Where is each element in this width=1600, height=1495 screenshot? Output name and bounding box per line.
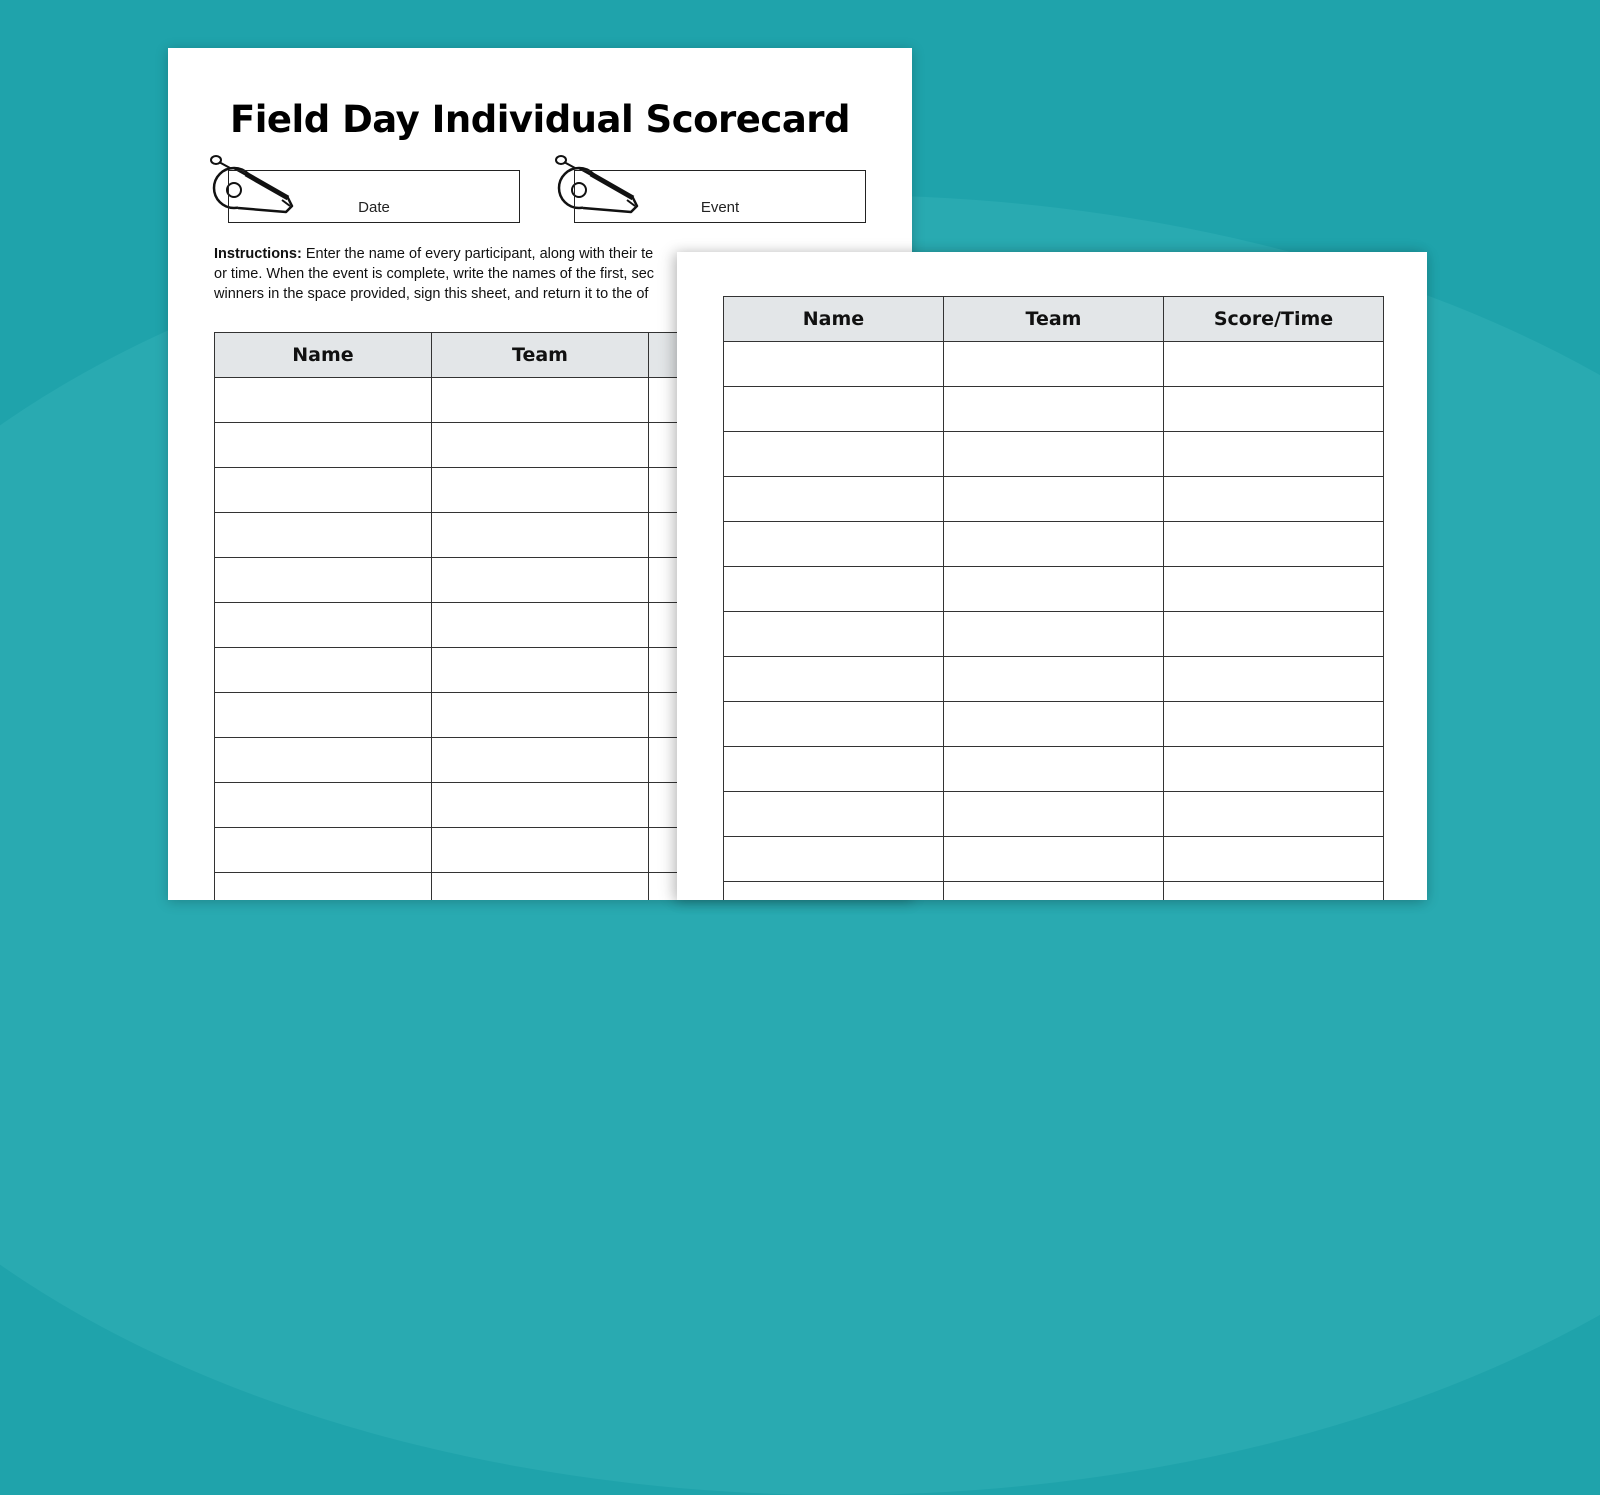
blank-entry-cell[interactable] (724, 387, 944, 432)
blank-entry-cell[interactable] (215, 513, 432, 558)
table-row (724, 522, 1384, 567)
blank-entry-cell[interactable] (724, 657, 944, 702)
blank-entry-cell[interactable] (944, 342, 1164, 387)
table-row (724, 702, 1384, 747)
front-table-body (724, 342, 1384, 901)
table-row (724, 342, 1384, 387)
table-row (724, 657, 1384, 702)
blank-entry-cell[interactable] (215, 693, 432, 738)
blank-entry-cell[interactable] (944, 657, 1164, 702)
blank-entry-cell[interactable] (724, 432, 944, 477)
column-header-name: Name (724, 297, 944, 342)
blank-entry-cell[interactable] (1164, 477, 1384, 522)
blank-entry-cell[interactable] (215, 423, 432, 468)
blank-entry-cell[interactable] (215, 648, 432, 693)
blank-entry-cell[interactable] (432, 378, 649, 423)
table-row (724, 747, 1384, 792)
blank-entry-cell[interactable] (944, 612, 1164, 657)
blank-entry-cell[interactable] (215, 468, 432, 513)
column-header-name: Name (215, 333, 432, 378)
blank-entry-cell[interactable] (215, 603, 432, 648)
blank-entry-cell[interactable] (1164, 522, 1384, 567)
table-row (724, 567, 1384, 612)
blank-entry-cell[interactable] (1164, 342, 1384, 387)
table-row (724, 792, 1384, 837)
blank-entry-cell[interactable] (432, 873, 649, 901)
blank-entry-cell[interactable] (1164, 432, 1384, 477)
blank-entry-cell[interactable] (432, 423, 649, 468)
blank-entry-cell[interactable] (724, 747, 944, 792)
blank-entry-cell[interactable] (944, 837, 1164, 882)
blank-entry-cell[interactable] (1164, 567, 1384, 612)
blank-entry-cell[interactable] (432, 603, 649, 648)
blank-entry-cell[interactable] (432, 783, 649, 828)
instructions-label: Instructions: (214, 246, 302, 262)
blank-entry-cell[interactable] (724, 882, 944, 901)
table-row (724, 837, 1384, 882)
column-header-team: Team (944, 297, 1164, 342)
blank-entry-cell[interactable] (215, 378, 432, 423)
blank-entry-cell[interactable] (432, 828, 649, 873)
blank-entry-cell[interactable] (944, 792, 1164, 837)
column-header-score-time: Score/Time (1164, 297, 1384, 342)
blank-entry-cell[interactable] (944, 702, 1164, 747)
blank-entry-cell[interactable] (1164, 387, 1384, 432)
blank-entry-cell[interactable] (432, 738, 649, 783)
blank-entry-cell[interactable] (432, 513, 649, 558)
table-row (724, 882, 1384, 901)
blank-entry-cell[interactable] (724, 837, 944, 882)
blank-entry-cell[interactable] (1164, 612, 1384, 657)
table-row (724, 432, 1384, 477)
table-row (724, 387, 1384, 432)
blank-entry-cell[interactable] (1164, 837, 1384, 882)
blank-entry-cell[interactable] (215, 738, 432, 783)
event-field[interactable] (574, 170, 866, 223)
column-header-team: Team (432, 333, 649, 378)
blank-entry-cell[interactable] (1164, 882, 1384, 901)
blank-entry-cell[interactable] (432, 693, 649, 738)
blank-entry-cell[interactable] (1164, 702, 1384, 747)
table-header-row (724, 297, 1384, 342)
instructions-line-3: winners in the space provided, sign this sheet, and return it to the of (214, 286, 649, 302)
blank-entry-cell[interactable] (432, 468, 649, 513)
blank-entry-cell[interactable] (944, 522, 1164, 567)
blank-entry-cell[interactable] (724, 477, 944, 522)
blank-entry-cell[interactable] (432, 648, 649, 693)
page-title: Field Day Individual Scorecard (229, 98, 851, 141)
blank-entry-cell[interactable] (944, 432, 1164, 477)
blank-entry-cell[interactable] (432, 558, 649, 603)
blank-entry-cell[interactable] (1164, 792, 1384, 837)
event-label: Event (700, 199, 740, 216)
blank-entry-cell[interactable] (724, 612, 944, 657)
blank-entry-cell[interactable] (215, 828, 432, 873)
blank-entry-cell[interactable] (724, 792, 944, 837)
blank-entry-cell[interactable] (215, 873, 432, 901)
table-row (724, 612, 1384, 657)
blank-entry-cell[interactable] (215, 783, 432, 828)
date-field[interactable] (228, 170, 520, 223)
blank-entry-cell[interactable] (724, 522, 944, 567)
instructions-line-1: Enter the name of every participant, along with their te (301, 246, 654, 262)
blank-entry-cell[interactable] (944, 882, 1164, 901)
blank-entry-cell[interactable] (944, 567, 1164, 612)
blank-entry-cell[interactable] (724, 342, 944, 387)
table-row (724, 477, 1384, 522)
front-worksheet-page (677, 252, 1427, 900)
blank-entry-cell[interactable] (724, 567, 944, 612)
blank-entry-cell[interactable] (944, 477, 1164, 522)
front-score-table (723, 296, 1384, 900)
blank-entry-cell[interactable] (944, 387, 1164, 432)
date-label: Date (358, 199, 390, 216)
blank-entry-cell[interactable] (1164, 657, 1384, 702)
blank-entry-cell[interactable] (944, 747, 1164, 792)
instructions-line-2: or time. When the event is complete, write the names of the first, sec (214, 266, 655, 282)
blank-entry-cell[interactable] (724, 702, 944, 747)
blank-entry-cell[interactable] (1164, 747, 1384, 792)
blank-entry-cell[interactable] (215, 558, 432, 603)
